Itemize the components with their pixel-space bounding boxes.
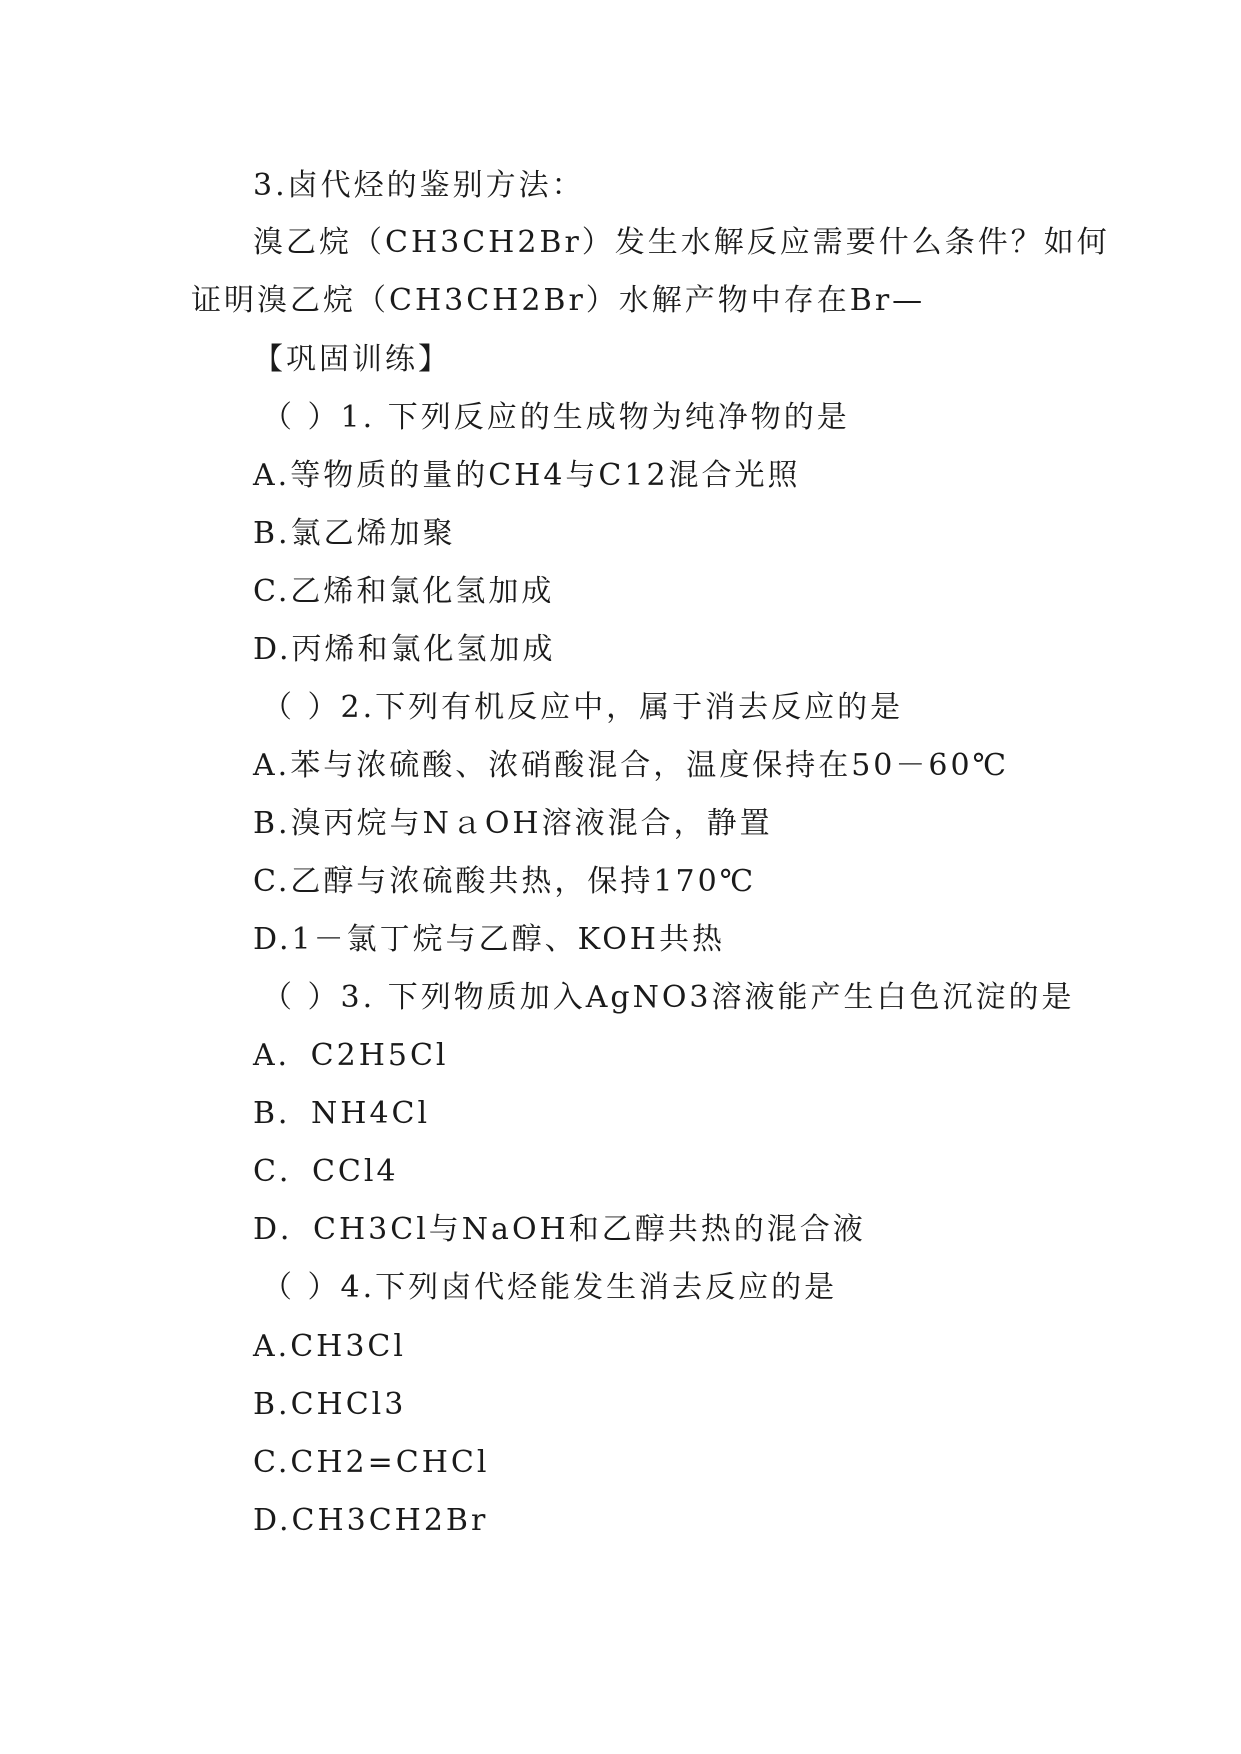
question-3-option-a: A．C2H5Cl: [253, 1038, 449, 1073]
question-3-option-d: D．CH3Cl与NaOH和乙醇共热的混合液: [253, 1212, 866, 1247]
question-3-option-c: C．CCl4: [253, 1154, 399, 1189]
question-3-option-b: B．NH4Cl: [253, 1096, 431, 1131]
question-text-line-1: 溴乙烷（CH3CH2Br）发生水解反应需要什么条件？如何: [253, 225, 1110, 260]
question-2-option-d: D.1－氯丁烷与乙醇、KOH共热: [253, 922, 725, 957]
question-2-option-a: A.苯与浓硫酸、浓硝酸混合，温度保持在50－60℃: [253, 748, 1010, 783]
question-3-stem: （ ）3. 下列物质加入AgNO3溶液能产生白色沉淀的是: [262, 980, 1075, 1015]
practice-heading: 【巩固训练】: [253, 342, 451, 377]
question-2-option-b: B.溴丙烷与NａOH溶液混合，静置: [253, 806, 773, 841]
question-1-option-b: B.氯乙烯加聚: [253, 516, 456, 551]
question-1-option-c: C.乙烯和氯化氢加成: [253, 574, 555, 609]
question-1-stem: （ ）1. 下列反应的生成物为纯净物的是: [262, 400, 850, 435]
question-1-option-d: D.丙烯和氯化氢加成: [253, 632, 556, 667]
question-1-option-a: A.等物质的量的CH4与C12混合光照: [253, 458, 801, 493]
question-2-option-c: C.乙醇与浓硫酸共热，保持170℃: [253, 864, 757, 899]
question-4-stem: （ ）4.下列卤代烃能发生消去反应的是: [262, 1270, 838, 1305]
question-4-option-c: C.CH2=CHCl: [253, 1445, 490, 1480]
question-4-option-d: D.CH3CH2Br: [253, 1503, 489, 1538]
question-text-line-2: 证明溴乙烷（CH3CH2Br）水解产物中存在Br—: [191, 283, 926, 318]
question-2-stem: （ ）2.下列有机反应中，属于消去反应的是: [262, 690, 904, 725]
question-4-option-b: B.CHCl3: [253, 1387, 407, 1422]
section-heading: 3.卤代烃的鉴别方法：: [253, 168, 585, 203]
question-4-option-a: A.CH3Cl: [253, 1329, 406, 1364]
